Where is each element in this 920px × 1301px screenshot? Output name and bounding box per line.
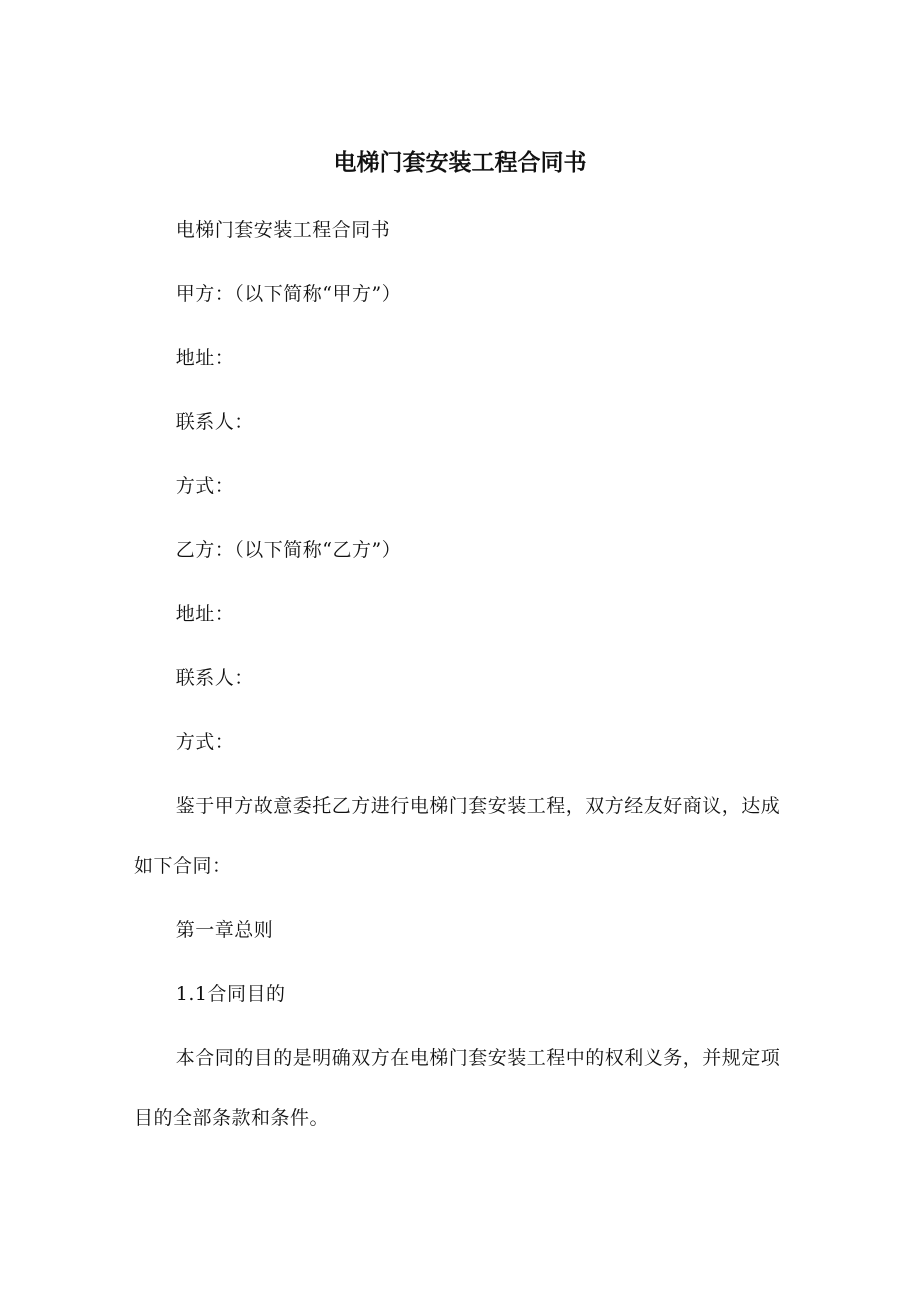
party-a-line: 甲方：（以下简称“甲方”） (175, 283, 402, 305)
party-b-line: 乙方：（以下简称“乙方”） (175, 539, 402, 561)
purpose-paragraph: 本合同的目的是明确双方在电梯门套安装工程中的权利义务，并规定项目的全部条款和条件。 (134, 1047, 781, 1129)
party-a-address: 地址： (175, 347, 235, 369)
party-a-method: 方式： (175, 475, 235, 497)
document-title: 电梯门套安装工程合同书 (333, 150, 587, 176)
preamble-paragraph: 鉴于甲方故意委托乙方进行电梯门套安装工程，双方经友好商议，达成如下合同： (134, 795, 781, 877)
document-body (134, 214, 786, 1166)
subtitle-line: 电梯门套安装工程合同书 (175, 219, 391, 241)
party-b-address: 地址： (175, 603, 235, 625)
section-heading: 1.1合同目的 (175, 983, 286, 1005)
party-b-contact: 联系人： (175, 667, 254, 689)
party-a-contact: 联系人： (175, 411, 254, 433)
party-b-method: 方式： (175, 731, 235, 753)
chapter-heading: 第一章总则 (175, 919, 274, 941)
